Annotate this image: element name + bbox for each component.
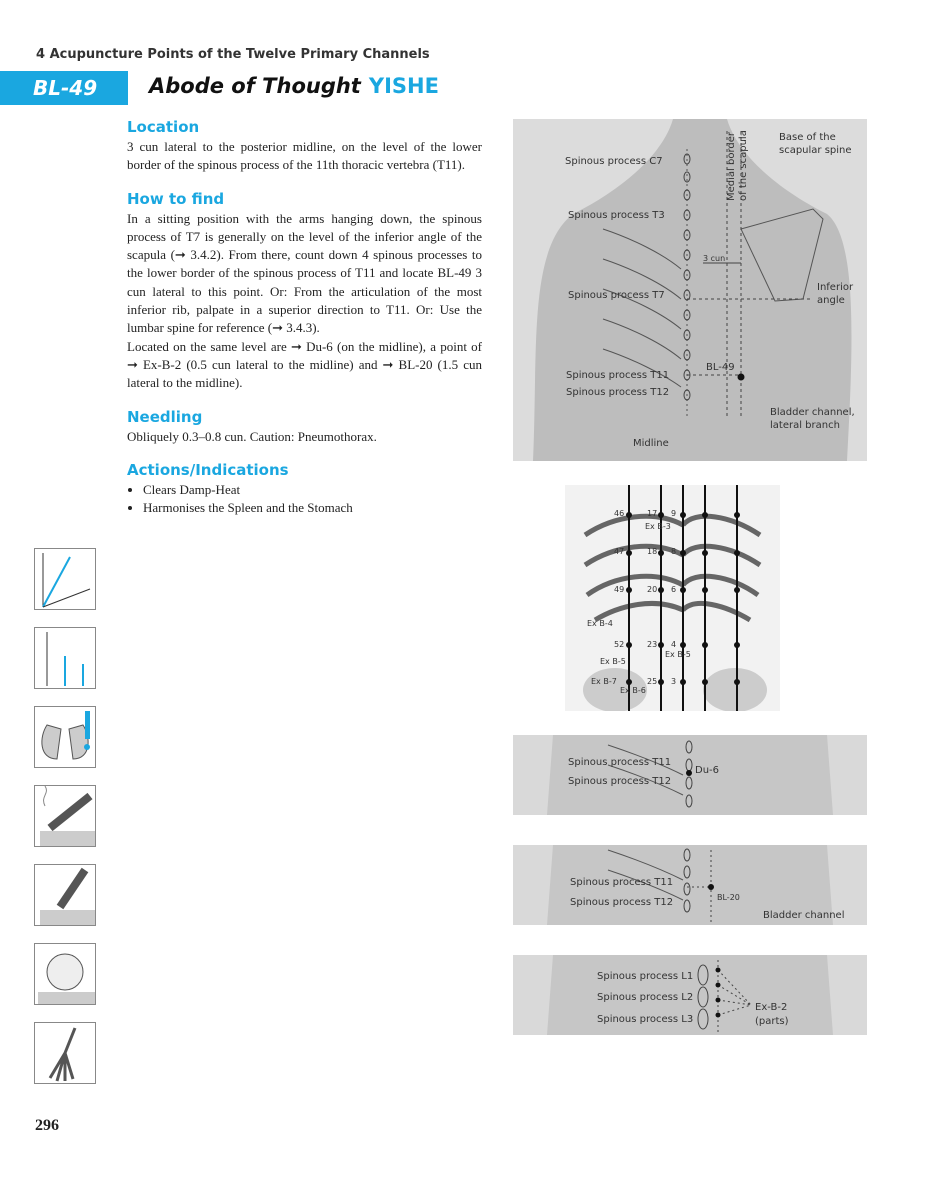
du6-illustration <box>513 735 867 815</box>
label-exb4: Ex B-4 <box>587 619 613 628</box>
how-to-find-text: In a sitting position with the arms hanging down, the spinous process of T7 is generally on the level of the inferior angle of the scapula (➞ 3.4.2). From there, count down 4 spinous processes to the lower border of the spinous process of T11 and locate BL-49 3 cun lateral to this point. Or: From the articulation of the most inferior rib, palpate in a superior direction to T11. Or: Use the lumbar spine for reference (➞ 3.4.3). <box>127 210 482 336</box>
label-inferior: Inferior <box>817 282 854 293</box>
label-23: 23 <box>647 640 658 649</box>
page-number: 296 <box>35 1117 59 1134</box>
label-medial-border: Medial border <box>726 131 737 201</box>
back-figure <box>513 119 867 461</box>
how-to-find-heading: How to find <box>127 189 225 208</box>
label-52: 52 <box>614 640 625 649</box>
label-l1: Spinous process L1 <box>597 971 694 982</box>
label-t12: Spinous process T12 <box>568 776 672 787</box>
label-t3: Spinous process T3 <box>568 210 665 221</box>
label-exb5b: Ex B-5 <box>600 657 626 666</box>
label-exb6: Ex B-6 <box>620 686 646 695</box>
press-needle-icon <box>34 864 96 926</box>
label-exb2-parts: (parts) <box>755 1016 789 1027</box>
label-angle: angle <box>817 295 845 306</box>
label-6: 6 <box>671 585 677 594</box>
lung-caution-icon <box>34 706 96 768</box>
label-base: Base of the <box>779 132 836 143</box>
moxibustion-icon <box>34 785 96 847</box>
label-exb2: Ex-B-2 <box>755 1002 788 1013</box>
label-bladder-lateral-2: lateral branch <box>770 420 840 431</box>
how-to-find-section <box>127 190 482 393</box>
same-level-text: Located on the same level are ➞ Du-6 (on the midline), a point of ➞ Ex-B-2 (0.5 cun lateral to the midline) and ➞ BL-20 (1.5 cun lateral to the midline). <box>127 338 482 391</box>
location-text: 3 cun lateral to the posterior midline, on the level of the lower border of the spinous process of the 11th thoracic vertebra (T11). <box>127 139 482 173</box>
actions-section <box>127 461 482 518</box>
label-base-2: scapular spine <box>779 145 852 156</box>
label-du6: Du-6 <box>695 765 720 776</box>
bl20-figure <box>513 845 867 925</box>
label-4: 4 <box>671 640 677 649</box>
main-text <box>127 118 482 532</box>
label-exb3: Ex B-3 <box>645 522 671 531</box>
cupping-icon <box>34 943 96 1005</box>
label-bladder-channel: Bladder channel <box>763 910 845 921</box>
label-t7: Spinous process T7 <box>568 290 665 301</box>
label-49: 49 <box>614 585 625 594</box>
hand-skeleton-icon <box>34 1022 96 1084</box>
label-exb5a: Ex B-5 <box>665 650 691 659</box>
label-c7: Spinous process C7 <box>565 156 663 167</box>
du6-figure <box>513 735 867 815</box>
label-bladder-lateral: Bladder channel, <box>770 407 855 418</box>
chapter-heading: 4 Acupuncture Points of the Twelve Primary Channels <box>36 47 430 62</box>
label-t11: Spinous process T11 <box>566 370 670 381</box>
label-47: 47 <box>614 547 625 556</box>
needle-angle-icon <box>34 548 96 610</box>
location-heading: Location <box>127 118 200 136</box>
point-name: Abode of Thought <box>149 74 361 98</box>
label-l3: Spinous process L3 <box>597 1014 694 1025</box>
label-18: 18 <box>647 547 658 556</box>
needling-heading: Needling <box>127 407 203 426</box>
actions-list <box>127 481 482 518</box>
location-section <box>127 118 482 175</box>
action-item: • Harmonises the Spleen and the Stomach <box>143 499 482 517</box>
label-t11: Spinous process T11 <box>568 757 672 768</box>
label-46: 46 <box>614 509 625 518</box>
label-20: 20 <box>647 585 658 594</box>
label-bl20: BL-20 <box>717 893 740 902</box>
point-code: BL-49 <box>0 71 128 105</box>
label-t11: Spinous process T11 <box>570 877 674 888</box>
lumbar-figure <box>513 955 867 1035</box>
needle-depth-icon <box>34 627 96 689</box>
actions-heading: Actions/Indications <box>127 460 289 479</box>
point-title <box>149 74 439 98</box>
needling-section <box>127 408 482 446</box>
label-medial-border-2: of the scapula <box>738 130 749 201</box>
label-t12: Spinous process T12 <box>570 897 674 908</box>
label-8: 8 <box>671 547 677 556</box>
label-midline: Midline <box>633 438 669 449</box>
label-25: 25 <box>647 677 658 686</box>
label-bl49: BL-49 <box>706 362 735 373</box>
pinyin-name: YISHE <box>368 74 439 98</box>
label-3: 3 <box>671 677 677 686</box>
label-3cun: 3 cun <box>703 254 726 263</box>
needling-text: Obliquely 0.3–0.8 cun. Caution: Pneumothorax. <box>127 428 377 444</box>
label-t12: Spinous process T12 <box>566 387 670 398</box>
action-item: • Clears Damp-Heat <box>143 481 482 499</box>
label-l2: Spinous process L2 <box>597 992 694 1003</box>
label-17: 17 <box>647 509 658 518</box>
label-9: 9 <box>671 509 677 518</box>
skeleton-figure <box>565 485 780 711</box>
label-exb7: Ex B-7 <box>591 677 617 686</box>
